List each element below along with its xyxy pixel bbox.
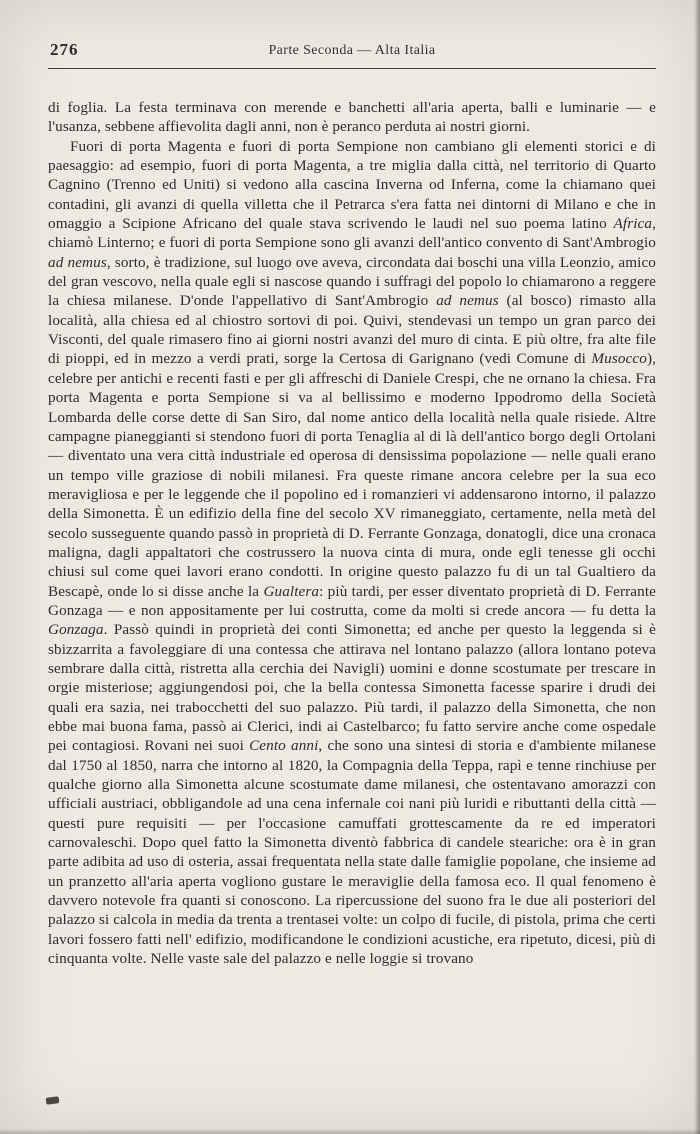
italic-text: ad nemus xyxy=(436,292,499,310)
italic-text: ad nemus xyxy=(48,253,107,271)
paragraph xyxy=(48,137,656,969)
text-run: di foglia. La festa terminava con merende e banchetti all'aria aperta, balli e luminarie — e l'usanza, sebbene affievolita dagli anni, non è peranco perduta ai nostri giorni. xyxy=(48,99,656,136)
text-run: : più tardi, per esser diventato proprietà di D. Ferrante Gonzaga — e non appositamente per lui costrutta, come da molti si crede ancora — fu detta la xyxy=(48,582,656,619)
text-run: . Passò quindi in proprietà dei conti Simonetta; ed anche per questo la leggenda si è sbizzarrita a favoleggiare di una contessa che attirava nel lontano palazzo (allora lontano poteva sembrare dalla città, ristretta alla cerchia dei Navigli) uomini e donne scostumate per trescare in orgie misteriose; aggiungendosi poi, che la bella contessa Simonetta facesse sparire i drudi dei quali era sazia, nei trabocchetti del suo palazzo. Più tardi, il palazzo della Simonetta, che non ebbe mai buona fama, passò ai Clerici, indi ai Castelbarco; fu fatto servire anche come ospedale pei contagiosi. Rovani nei suoi xyxy=(48,621,656,755)
body-text xyxy=(48,98,656,968)
scan-edge-shadow-bottom xyxy=(0,1129,700,1134)
running-title: Parte Seconda — Alta Italia xyxy=(268,43,436,58)
text-run: , chiamò Linterno; e fuori di porta Sempione sono gli avanzi dell'antico convento di Sant'Ambrogio xyxy=(48,215,656,252)
paragraph xyxy=(48,98,656,137)
italic-text: Gualtera xyxy=(263,582,320,600)
ink-blot-mark xyxy=(46,1096,60,1105)
text-run: , sorto, è tradizione, sul luogo ove aveva, circondata dai boschi una villa Leonzio, amico del gran vescovo, nella quale egli si nascose quando i suffragi del popolo lo chiamarono a reggere la chiesa milanese. D'onde l'appellativo di Sant'Ambrogio xyxy=(48,253,656,310)
header-rule xyxy=(48,68,656,69)
italic-text: Africa xyxy=(613,215,653,233)
scan-edge-shadow-right xyxy=(694,0,700,1134)
text-run: (al bosco) rimasto alla località, alla chiesa ed al chiostro sortovi di poi. Quivi, stendevasi un tempo un gran parco dei Visconti, del quale rimasero fino ai giorni nostri avanzi del muro di cinta. E più oltre, fra alte file di pioppi, ed in mezzo a verdi prati, sorge la Certosa di Garignano (vedi Comune di xyxy=(48,292,656,368)
text-run: Fuori di porta Magenta e fuori di porta Sempione non cambiano gli elementi storici e di paesaggio: ad esempio, fuori di porta Magenta, a tre miglia dalla città, nel territorio di Quarto Cagnino (Trenno ed Uniti) si vedono alla cascina Inverna od Inferna, come la chiamano quei contadini, gli avanzi di quella villetta che il Petrarca s'era fatta nei dintorni di Milano e che in omaggio a Scipione Africano del quale stava scrivendo le laudi nel suo poema latino xyxy=(48,137,656,233)
page-header xyxy=(48,40,656,64)
text-run: ), celebre per antichi e recenti fasti e per gli affreschi di Daniele Crespi, che ne ornano la chiesa. Fra porta Magenta e porta Sempione si va al bellissimo e moderno Ippodromo della Società Lombarda delle corse dette di San Siro, dal nome antico della località nella quale risiede. Altre campagne pianeggianti si stendono fuori di porta Tenaglia al di là dell'antico borgo degli Ortolani — diventato una vera città industriale ed operosa di densissima popolazione — nelle quali erano un tempo ville graziose di nobili milanesi. Fra queste rimane ancora celebre per la sua eco meravigliosa e per le leggende che il popolino ed i romanzieri vi addensarono intorno, il palazzo della Simonetta. È un edifizio della fine del secolo XV rimaneggiato, certamente, nella metà del secolo susseguente quando passò in proprietà di D. Ferrante Gonzaga, donatogli, dice una cronaca maligna, dagli appaltatori che costrussero la nuova cinta di mura, onde egli tenesse gli occhi chiusi sul come quei lavori erano condotti. In origine questo palazzo fu di un tal Gualtiero da Bescapè, onde lo si disse anche la xyxy=(48,350,656,600)
italic-text: Gonzaga xyxy=(48,621,104,639)
italic-text: Cento anni xyxy=(249,737,319,755)
text-run: , che sono una sintesi di storia e d'ambiente milanese dal 1750 al 1850, narra che intorno al 1820, la Compagnia della Teppa, rapì e tenne rinchiuse per qualche giorno alla Simonetta alcune scostumate dame milanesi, che ostentavano amorazzi con ufficiali austriaci, obbligandole ad una cena infernale coi nani più luridi e ributtanti della città — questi pure requisiti — per l'occasione camuffati grottescamente da re ed imperatori carnovaleschi. Dopo quel fatto la Simonetta diventò fabbrica di candele steariche: ora è in gran parte adibita ad uso di osteria, assai frequentata nella state dalle famiglie popolane, che insieme ad un pranzetto all'aria aperta vogliono gustare le meraviglie della famosa eco. Il qual fenomeno è davvero notevole fra quanti si conoscono. La ripercussione del suono fra le due ali posteriori del palazzo si calcola in media da trenta a trentasei volte: un colpo di fucile, di pistola, prima che certi lavori fossero fatti nell' edifizio, modificandone le condizioni acustiche, era ripetuto, dicesi, più di cinquanta volte. Nelle vaste sale del palazzo e nelle loggie si trovano xyxy=(48,737,656,968)
page-number: 276 xyxy=(50,40,79,59)
italic-text: Musocco xyxy=(591,350,647,368)
